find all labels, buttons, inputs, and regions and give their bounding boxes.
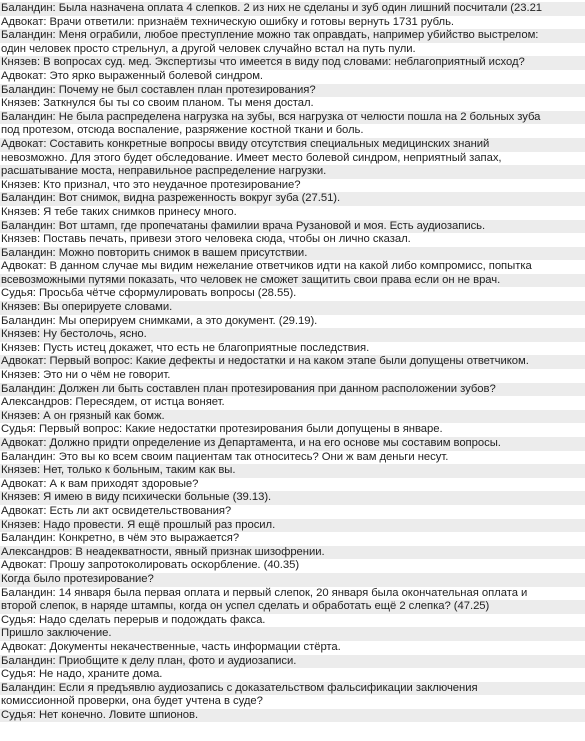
transcript-line: Баландин: Приобщите к делу план, фото и аудиозаписи.: [0, 655, 585, 669]
transcript-line: Адвокат: Прошу запротоколировать оскорбление. (40.35): [1, 559, 300, 572]
transcript-line: Баландин: Почему не был составлен план протезирования?: [0, 84, 585, 98]
transcript-line: Адвокат: Должно придти определение из Департамента, и на его основе мы составим вопросы.: [0, 437, 585, 451]
transcript-line: комиссионной проверки, она будет учтена в суде?: [1, 695, 263, 708]
transcript-line: Баландин: Вот штамп, где пропечатаны фамилии врача Рузановой и моя. Есть аудиозапись.: [0, 220, 585, 234]
transcript-line: Князев: Поставь печать, привези этого человека сюда, чтобы он лично сказал.: [1, 233, 411, 246]
transcript-line: второй слепок, в наряде штампы, когда он успел сделать и обработать ещё 2 слепка? (47.25): [0, 600, 585, 614]
transcript-line: Баландин: Была назначена оплата 4 слепков. 2 из них не сделаны и зуб один лишний посчитали (23.21: [0, 2, 585, 16]
transcript-line: Баландин: Меня ограбили, любое преступление можно так оправдать, например убийство выстрелом:: [0, 29, 585, 43]
transcript-line: Князев: Пусть истец докажет, что есть не благоприятные последствия.: [1, 341, 370, 354]
transcript-line: Адвокат: А к вам приходят здоровые?: [1, 477, 199, 490]
transcript-line: Князев: Заткнулся бы ты со своим планом. Ты меня достал.: [1, 97, 314, 110]
transcript-line: Судья: Не надо, храните дома.: [1, 668, 163, 681]
transcript-line: Князев: В вопросах суд. мед. Экспертизы что имеется в виду под словами: неблагоприятный исход?: [0, 56, 585, 70]
transcript-line: Когда было протезирование?: [0, 573, 585, 587]
transcript-line: Князев: Я имею в виду психически больные (39.13).: [0, 491, 585, 505]
transcript-line: Князев: Я тебе таких снимков принесу много.: [1, 205, 237, 218]
transcript-line: всевозможными путями показать, что человек не сможет защитить свои права если он не врач.: [0, 274, 585, 288]
transcript-line: Адвокат: Первый вопрос: Какие дефекты и недостатки и на каком этапе были допущены ответчиком.: [0, 355, 585, 369]
transcript-line: Князев: Ну бестолочь, ясно.: [0, 328, 585, 342]
transcript-line: Баландин: Конкретно, в чём это выражается?: [1, 532, 240, 545]
transcript-line: Адвокат: Документы некачественные, часть информации стёрта.: [1, 640, 341, 653]
transcript-line: один человек просто стрельнул, а другой человек случайно встал на путь пули.: [1, 42, 416, 55]
transcript-line: Судья: Первый вопрос: Какие недостатки протезирования были допущены в январе.: [1, 423, 443, 436]
transcript-line: Князев: Надо провести. Я ещё прошлый раз просил.: [0, 519, 585, 533]
transcript-line: Баландин: Если я предъявлю аудиозапись с доказательством фальсификации заключения: [0, 682, 585, 696]
transcript-line: Баландин: Должен ли быть составлен план протезирования при данном расположении зубов?: [0, 383, 585, 397]
transcript-line: Пришло заключение.: [0, 627, 585, 641]
transcript-line: Князев: Кто признал, что это неудачное протезирование?: [1, 178, 301, 191]
transcript-line: Баландин: Это вы ко всем своим пациентам так относитесь? Они ж вам деньги несут.: [1, 450, 449, 463]
transcript-line: Адвокат: Составить конкретные вопросы ввиду отсутствия специальных медицинских знаний: [0, 138, 585, 152]
transcript-line: Баландин: Вот снимок, видна разреженность вокруг зуба (27.51).: [0, 192, 585, 206]
transcript-line: Князев: Вы оперируете словами.: [0, 301, 585, 315]
transcript-line: Адвокат: Это ярко выраженный болевой синдром.: [1, 69, 264, 82]
transcript-line: Баландин: Не была распределена нагрузка на зубы, вся нагрузка от челюсти пошла на 2 больных зуба: [0, 111, 585, 125]
transcript-line: под протезом, отсюда воспаление, разряжение костной ткани и боль.: [1, 124, 364, 137]
transcript-line: невозможно. Для этого будет обследование. Имеет место болевой синдром, неприятный запах,: [1, 151, 502, 164]
transcript-line: Князев: А он грязный как бомж.: [0, 410, 585, 424]
transcript-line: Адвокат: Врачи ответили: признаём техническую ошибку и готовы вернуть 1731 рубль.: [1, 15, 455, 28]
transcript-line: Судья: Надо сделать перерыв и подождать факса.: [1, 613, 266, 626]
transcript-line: Судья: Просьба чётче сформулировать вопросы (28.55).: [1, 287, 297, 300]
transcript-line: Александров: Пересядем, от истца воняет.: [1, 396, 225, 409]
transcript-line: Князев: Нет, только к больным, таким как вы.: [0, 464, 585, 478]
transcript-line: Адвокат: Есть ли акт освидетельствования?: [1, 504, 232, 517]
transcript-line: Александров: В неадекватности, явный признак шизофрении.: [0, 546, 585, 560]
transcript-line: Баландин: Мы оперируем снимками, а это документ. (29.19).: [1, 314, 318, 327]
transcript-line: Баландин: 14 января была первая оплата и первый слепок, 20 января была окончательная оплата и: [1, 586, 528, 599]
transcript-line: Адвокат: В данном случае мы видим нежелание ответчиков идти на какой либо компромисс, попытка: [1, 260, 532, 273]
transcript-line: Князев: Это ни о чём не говорит.: [1, 369, 171, 382]
transcript-line: Судья: Нет конечно. Ловите шпионов.: [0, 709, 585, 723]
transcript-line: Баландин: Можно повторить снимок в вашем присутствии.: [0, 247, 585, 261]
transcript-line: расшатывание моста, неправильное распределение нагрузки.: [0, 165, 585, 179]
